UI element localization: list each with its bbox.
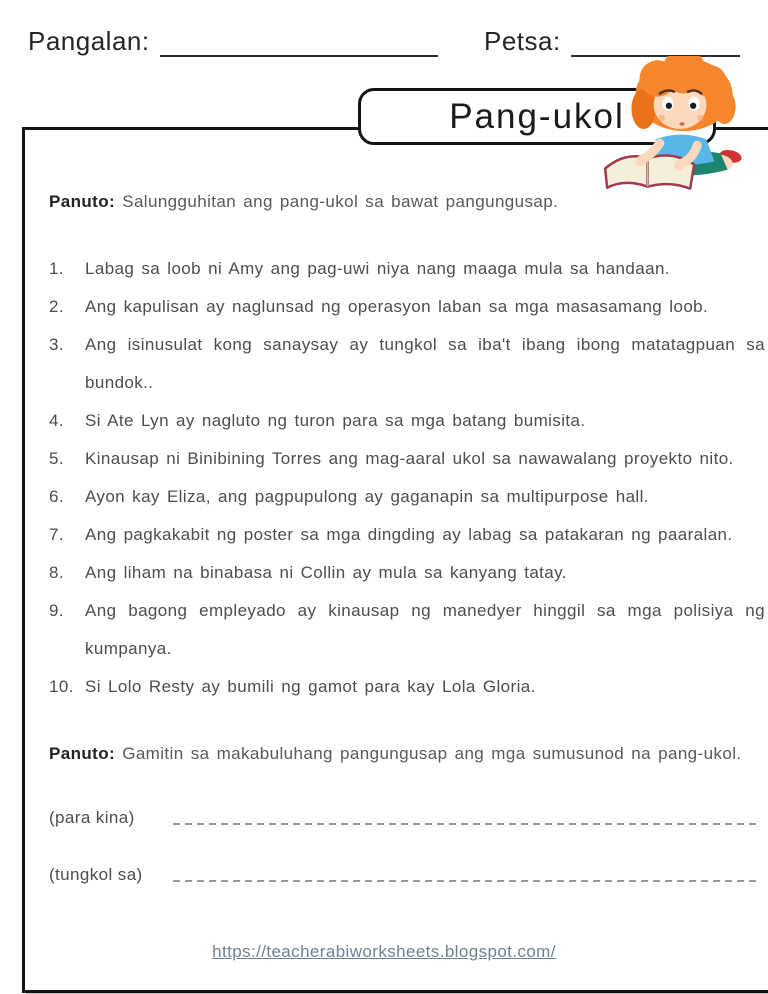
list-item [49, 288, 765, 326]
item-text: Ang pagkakabit ng poster sa mga dingding ay labag sa patakaran ng paaralan. [85, 525, 733, 544]
sentence-list [49, 250, 765, 706]
item-number: 6. [49, 487, 64, 506]
instruction-2-text: Gamitin sa makabuluhang pangungusap ang mga sumusunod na pang-ukol. [122, 744, 742, 763]
item-text: Labag sa loob ni Amy ang pag-uwi niya nang maaga mula sa handaan. [85, 259, 670, 278]
item-text: Kinausap ni Binibining Torres ang mag-aaral ukol sa nawawalang proyekto nito. [85, 449, 734, 468]
item-number: 2. [49, 297, 64, 316]
item-number: 9. [49, 601, 64, 620]
instruction-2-label: Panuto: [49, 744, 116, 763]
item-text: Ayon kay Eliza, ang pagpupulong ay gaganapin sa multipurpose hall. [85, 487, 649, 506]
item-text: Si Lolo Resty ay bumili ng gamot para kay Lola Gloria. [85, 677, 536, 696]
instruction-2 [49, 742, 765, 766]
item-number: 1. [49, 259, 64, 278]
name-label: Pangalan: [28, 26, 150, 56]
list-item [49, 402, 765, 440]
page-title: Pang-ukol [449, 96, 625, 136]
name-input-line[interactable] [160, 31, 438, 57]
item-number: 3. [49, 335, 64, 354]
item-text: Ang kapulisan ay naglunsad ng operasyon laban sa mga masasamang loob. [85, 297, 709, 316]
worksheet-box [22, 127, 768, 993]
item-text: Ang liham na binabasa ni Collin ay mula sa kanyang tatay. [85, 563, 567, 582]
item-number: 5. [49, 449, 64, 468]
item-text: Si Ate Lyn ay nagluto ng turon para sa mga batang bumisita. [85, 411, 586, 430]
item-number: 8. [49, 563, 64, 582]
girl-reading-illustration [593, 56, 765, 198]
list-item [49, 554, 765, 592]
fill-in-answer-line[interactable] [173, 880, 757, 882]
fill-in-row [49, 805, 765, 831]
fill-in-label: (tungkol sa) [49, 865, 143, 884]
date-field [484, 26, 740, 57]
list-item [49, 516, 765, 554]
item-text: Ang isinusulat kong sanaysay ay tungkol sa iba't ibang ibong matatagpuan sa bundok.. [85, 335, 765, 392]
date-input-line[interactable] [571, 31, 740, 57]
head-shape [631, 56, 735, 131]
list-item [49, 668, 765, 706]
list-item [49, 592, 765, 668]
list-item [49, 326, 765, 402]
item-number: 7. [49, 525, 64, 544]
fill-in-label: (para kina) [49, 808, 135, 827]
list-item [49, 250, 765, 288]
date-label: Petsa: [484, 26, 561, 56]
item-text: Ang bagong empleyado ay kinausap ng manedyer hinggil sa mga polisiya ng kumpanya. [85, 601, 765, 658]
instruction-1-label: Panuto: [49, 192, 116, 211]
item-number: 4. [49, 411, 64, 430]
fill-in-row [49, 862, 765, 888]
list-item [49, 478, 765, 516]
fill-in-answer-line[interactable] [173, 823, 757, 825]
list-item [49, 440, 765, 478]
source-link[interactable]: https://teacherabiworksheets.blogspot.com/ [212, 942, 556, 961]
instruction-1-text: Salungguhitan ang pang-ukol sa bawat pangungusap. [122, 192, 559, 211]
footer [0, 942, 768, 962]
item-number: 10. [49, 677, 74, 696]
name-field [28, 26, 438, 57]
